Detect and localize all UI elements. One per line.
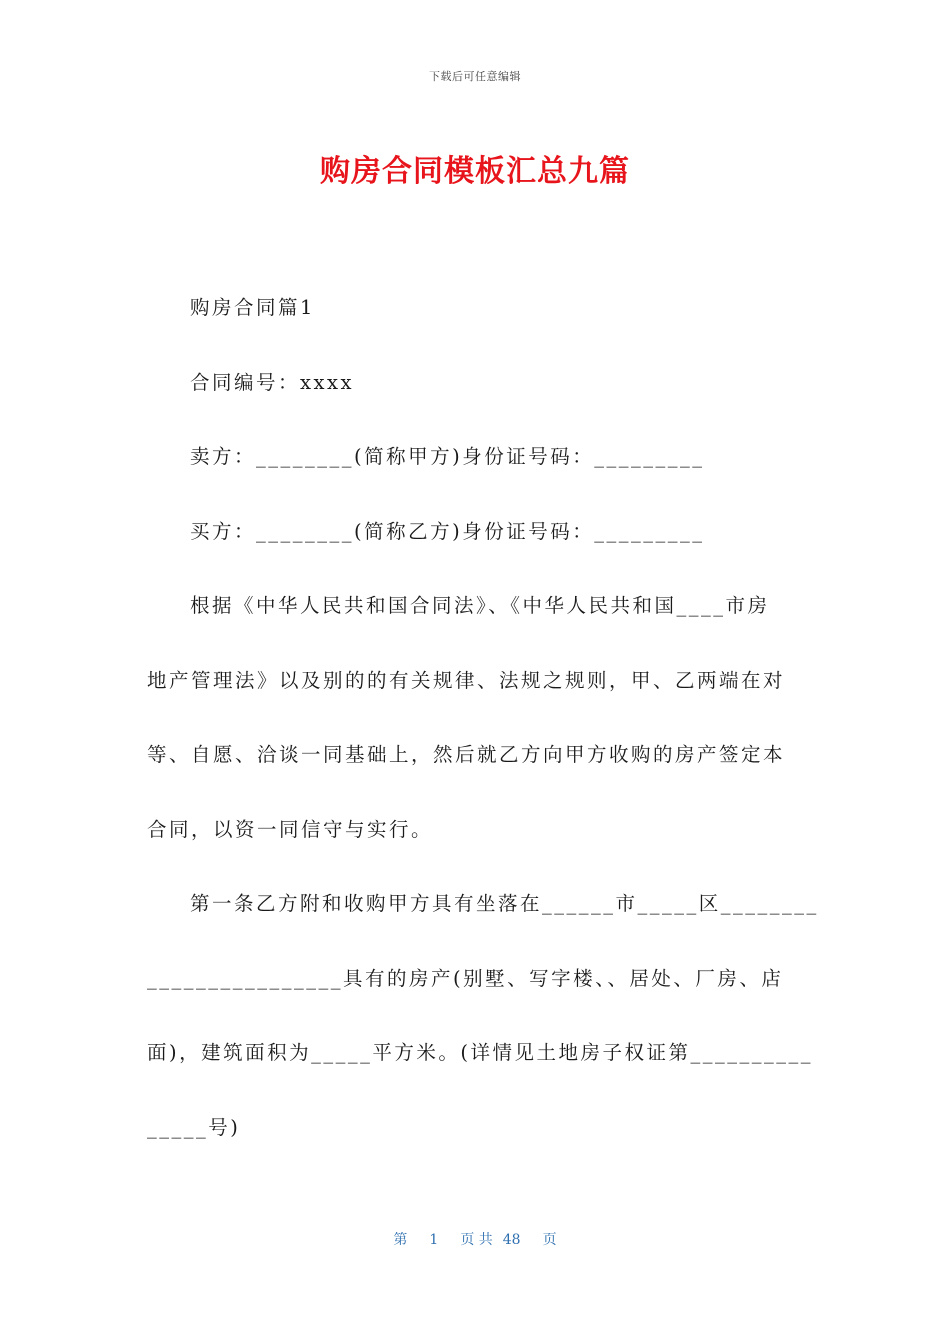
- paragraph-line: 等、自愿、洽谈一同基础上，然后就乙方向甲方收购的房产签定本: [147, 743, 786, 766]
- article-one-line: _____号): [147, 1115, 241, 1139]
- contract-number-line: 合同编号：xxxx: [190, 370, 354, 394]
- document-title: 购房合同模板汇总九篇: [320, 154, 630, 189]
- paragraph-line: 根据《中华人民共和国合同法》、《中华人民共和国____市房: [190, 594, 770, 617]
- paragraph-line: 合同，以资一同信守与实行。: [147, 817, 434, 841]
- article-one-line: 面)，建筑面积为_____平方米。(详情见土地房子权证第__________: [147, 1041, 813, 1064]
- page-footer: [0, 1229, 950, 1249]
- page-header-note: 下载后可任意编辑: [429, 70, 521, 83]
- footer-prefix: 第: [393, 1232, 408, 1248]
- article-one-line: 第一条乙方附和收购甲方具有坐落在______市_____区________: [190, 892, 819, 915]
- article-one-line: ________________具有的房产(别墅、写字楼、、居处、厂房、店: [147, 966, 784, 990]
- footer-total-pages: 48: [502, 1232, 521, 1248]
- paragraph-line: 地产管理法》以及别的的有关规律、法规之规则，甲、乙两端在对: [147, 668, 786, 692]
- footer-middle: 页 共: [460, 1232, 493, 1248]
- footer-current-page: 1: [429, 1232, 439, 1248]
- section-heading: 购房合同篇1: [190, 296, 315, 319]
- seller-line: 卖方：________(简称甲方)身份证号码：_________: [190, 445, 705, 468]
- document-body: [147, 271, 819, 1165]
- buyer-line: 买方：________(简称乙方)身份证号码：_________: [190, 519, 705, 543]
- footer-suffix: 页: [542, 1232, 557, 1248]
